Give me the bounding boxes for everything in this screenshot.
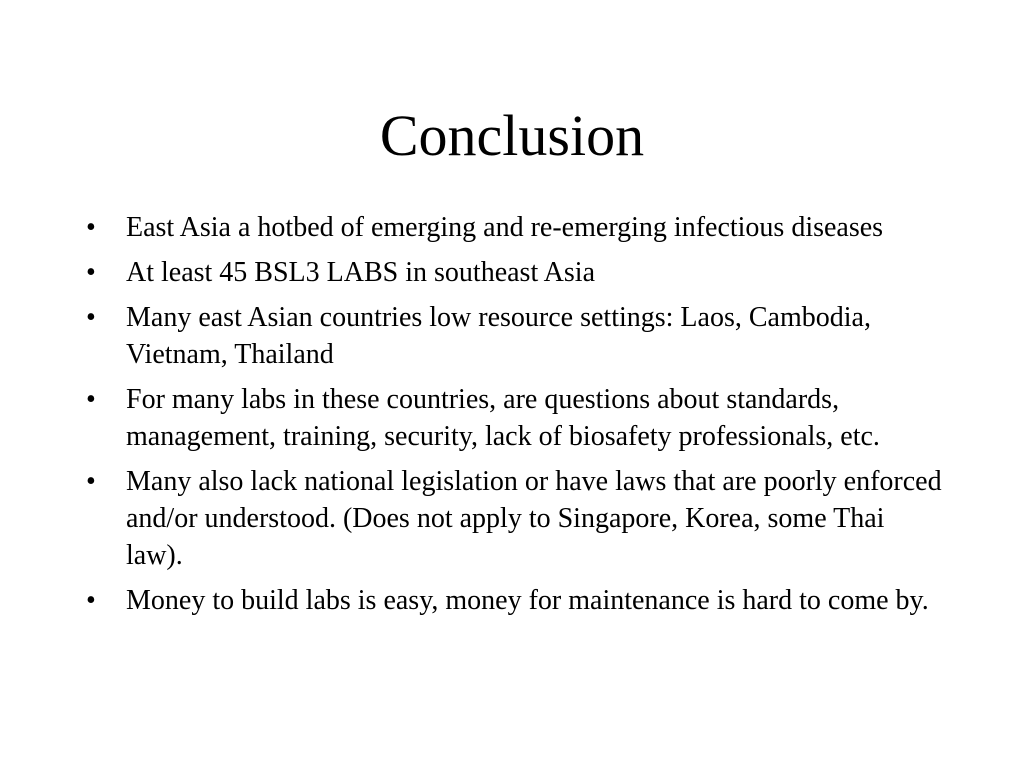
slide-title: Conclusion [379,103,645,168]
bullet-text: At least 45 BSL3 LABS in southeast Asia [126,257,595,288]
bullet-item [86,582,946,619]
bullet-dot-icon: • [86,384,96,415]
bullet-item [86,463,946,574]
bullet-dot-icon: • [86,466,96,497]
bullet-text: Many east Asian countries low resource settings: Laos, Cambodia, Vietnam, Thailand [126,302,871,370]
bullet-item [86,381,946,455]
bullet-item [86,299,946,373]
bullet-text: East Asia a hotbed of emerging and re-emerging infectious diseases [126,212,884,243]
bullet-dot-icon: • [86,212,96,243]
bullet-dot-icon: • [86,302,96,333]
bullet-text: Many also lack national legislation or have laws that are poorly enforced and/or understood. (Does not apply to Singapore, Korea, some Thai law). [126,466,942,571]
bullet-dot-icon: • [86,585,96,616]
bullet-dot-icon: • [86,257,96,288]
bullet-list [86,209,946,627]
bullet-item [86,209,946,246]
bullet-item [86,254,946,291]
bullet-text: Money to build labs is easy, money for maintenance is hard to come by. [126,585,929,616]
bullet-text: For many labs in these countries, are questions about standards, management, training, security, lack of biosafety professionals, etc. [126,384,880,452]
